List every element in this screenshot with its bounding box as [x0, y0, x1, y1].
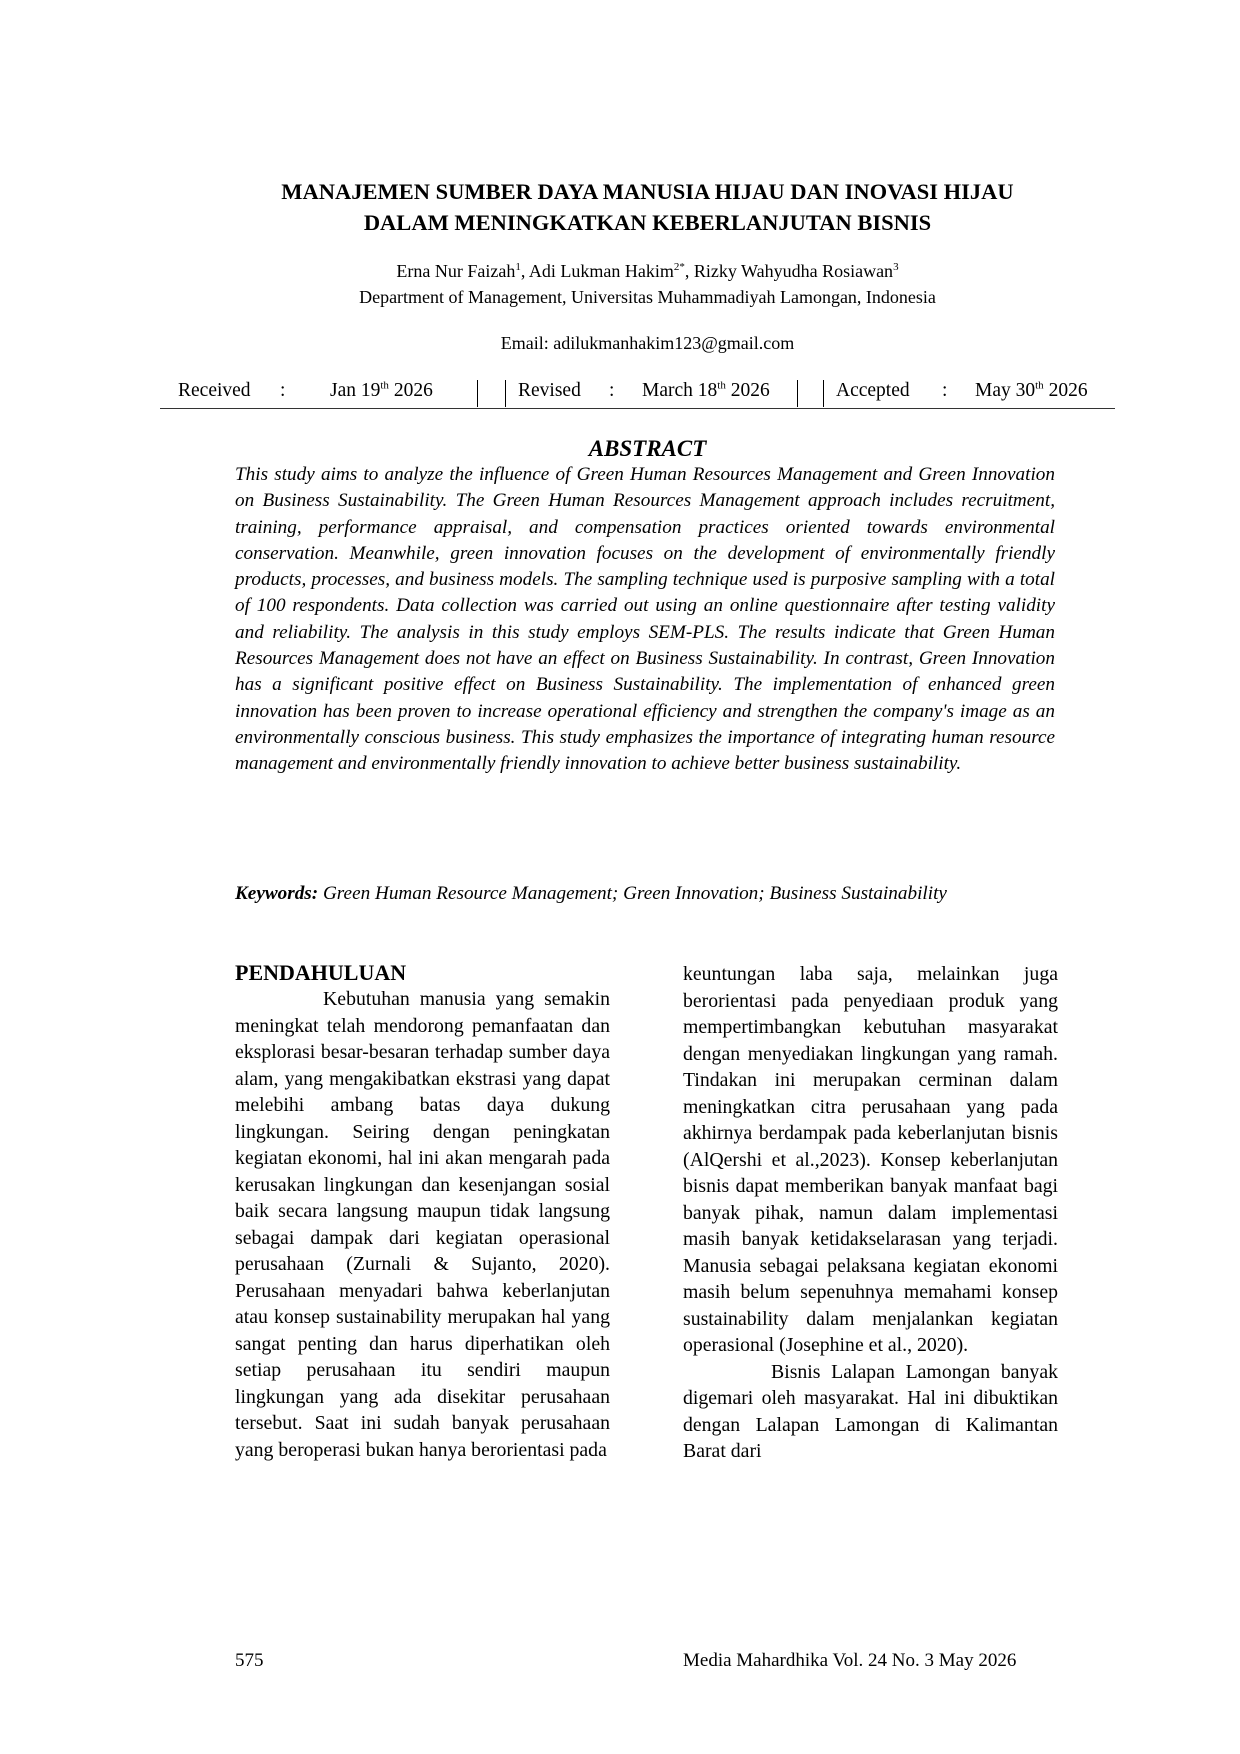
author-names: Erna Nur Faizah$^1$, Adi Lukman Hakim$^{2*}$, Rizky Wahyudha Rosiawan$^3$ — [396, 261, 899, 281]
section-heading: PENDAHULUAN — [235, 960, 407, 985]
revised-separator: : — [609, 380, 615, 401]
author-2-affil: 2* — [673, 261, 685, 273]
keywords — [235, 881, 995, 907]
paper-title — [150, 176, 1145, 238]
revised-label: Revised — [518, 380, 581, 401]
corresponding-email: Email: adilukmanhakim123@gmail.com — [500, 333, 795, 353]
accepted-separator: : — [942, 380, 948, 401]
body-column-left — [235, 960, 610, 1463]
body-paragraph: Kebutuhan manusia yang semakin meningkat telah mendorong pemanfaatan dan eksplorasi besar-besaran terhadap sumber daya alam, yang mengakibatkan ekstrasi yang dapat melebihi ambang batas daya dukung lingkungan. Seiring dengan peningkatan kegiatan ekonomi, hal ini akan mengarah pada kerusakan lingkungan dan kesenjangan sosial baik secara langsung maupun tidak langsung sebagai dampak dari kegiatan operasional perusahaan (Zurnali & Sujanto, 2020). Perusahaan menyadari bahwa keberlanjutan atau konsep sustainability merupakan hal yang sangat penting dan harus diperhatikan oleh setiap perusahaan itu sendiri maupun lingkungan yang ada disekitar perusahaan tersebut. Saat ini sudah banyak perusahaan yang beroperasi bukan hanya berorientasi pada — [235, 988, 610, 1461]
keywords-label: Keywords: — [235, 883, 319, 904]
divider — [505, 380, 506, 407]
received-date: Jan 19th 2026 — [330, 379, 433, 401]
affiliation: Department of Management, Universitas Muhammadiyah Lamongan, Indonesia — [359, 287, 936, 307]
body-column-right — [683, 961, 1058, 1465]
title-line-1: MANAJEMEN SUMBER DAYA MANUSIA HIJAU DAN INOVASI HIJAU — [281, 179, 1014, 204]
author-1: Erna Nur Faizah — [396, 261, 516, 281]
divider — [797, 380, 798, 407]
body-paragraph: Bisnis Lalapan Lamongan banyak digemari oleh masyarakat. Hal ini dibuktikan dengan Lalapan Lamongan di Kalimantan Barat dari — [683, 1360, 1058, 1462]
accepted-date: May 30th 2026 — [975, 379, 1088, 401]
article-dates-bar — [160, 378, 1115, 409]
author-3: Rizky Wahyudha Rosiawan — [693, 261, 894, 281]
received-label: Received — [178, 380, 251, 401]
keywords-list: Green Human Resource Management; Green Innovation; Business Sustainability — [322, 883, 947, 904]
divider — [823, 380, 824, 407]
title-line-2: DALAM MENINGKATKAN KEBERLANJUTAN BISNIS — [363, 210, 932, 235]
author-3-affil: 3 — [893, 261, 899, 273]
revised-date: March 18th 2026 — [642, 379, 770, 401]
body-paragraph: keuntungan laba saja, melainkan juga berorientasi pada penyediaan produk yang mempertimbangkan kebutuhan masyarakat dengan menyediakan lingkungan yang ramah. Tindakan ini merupakan cerminan dalam meningkatkan citra perusahaan yang pada akhirnya berdampak pada keberlanjutan bisnis (AlQershi et al.,2023). Konsep keberlanjutan bisnis dapat memberikan banyak manfaat bagi banyak pihak, namun dalam implementasi masih banyak ketidakselarasan yang terjadi. Manusia sebagai pelaksana kegiatan ekonomi masih belum sepenuhnya memahami konsep sustainability dalam menjalankan kegiatan operasional (Josephine et al., 2020). — [683, 963, 1058, 1356]
page-number: 575 — [235, 1650, 264, 1671]
divider — [477, 380, 478, 407]
abstract-text: This study aims to analyze the influence of Green Human Resources Management and Green Innovation on Business Sustainability. The Green Human Resources Management approach includes recruitment, training, performance appraisal, and compensation practices oriented towards environmental conservation. Meanwhile, green innovation focuses on the development of environmentally friendly products, processes, and business models. The sampling technique used is purposive sampling with a total of 100 respondents. Data collection was carried out using an online questionnaire after testing validity and reliability. The analysis in this study employs SEM-PLS. The results indicate that Green Human Resources Management does not have an effect on Business Sustainability. In contrast, Green Innovation has a significant positive effect on Business Sustainability. The implementation of enhanced green innovation has been proven to increase operational efficiency and strengthen the company's image as an environmentally conscious business. This study emphasizes the importance of integrating human resource management and environmentally friendly innovation to achieve better business sustainability. — [235, 464, 1055, 775]
abstract-heading: ABSTRACT — [588, 436, 707, 461]
journal-footer: Media Mahardhika Vol. 24 No. 3 May 2026 — [683, 1650, 1017, 1671]
author-2: Adi Lukman Hakim — [528, 261, 674, 281]
received-separator: : — [280, 380, 286, 401]
accepted-label: Accepted — [836, 380, 910, 401]
author-block — [150, 258, 1145, 310]
author-1-affil: 1 — [515, 261, 521, 273]
